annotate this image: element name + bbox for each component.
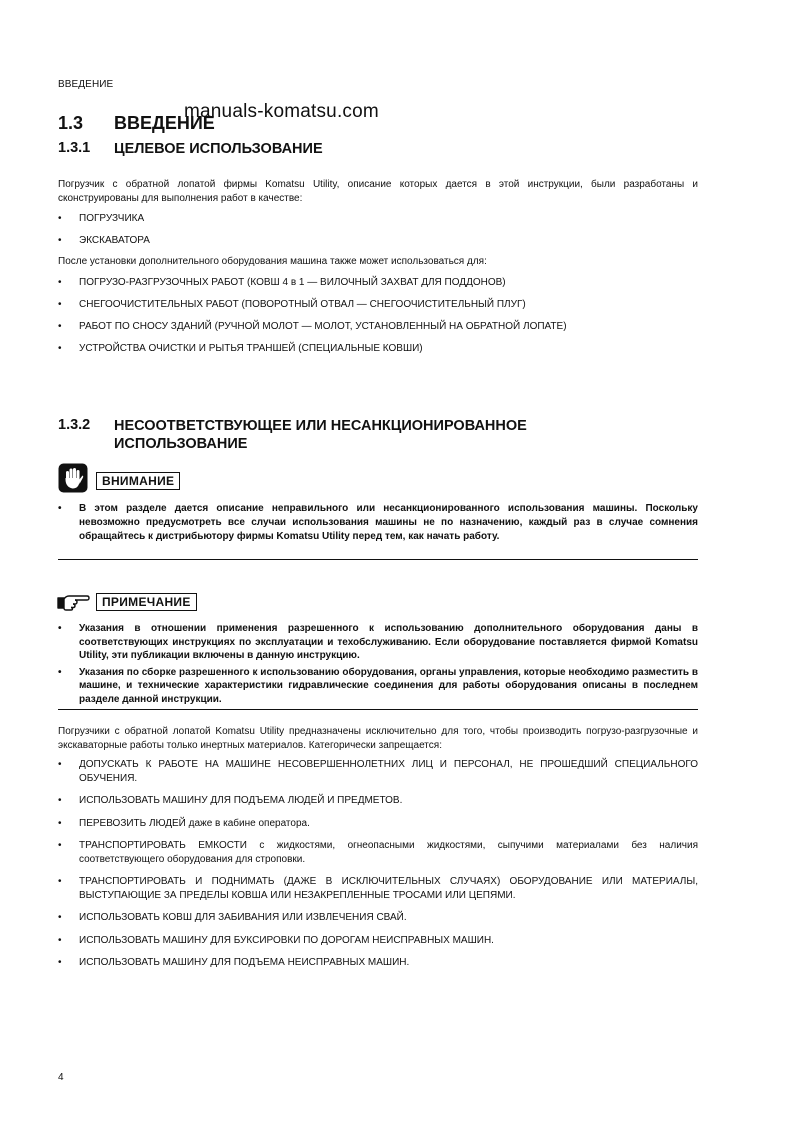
subsection-heading-2 [58,417,698,453]
list-item: • ИСПОЛЬЗОВАТЬ МАШИНУ ДЛЯ БУКСИРОВКИ ПО ДОРОГАМ НЕИСПРАВНЫХ МАШИН. [58,934,698,948]
section-number: 1.3 [58,113,84,133]
list-item: • РАБОТ ПО СНОСУ ЗДАНИЙ (РУЧНОЙ МОЛОТ — МОЛОТ, УСТАНОВЛЕННЫЙ НА ОБРАТНОЙ ЛОПАТЕ) [58,320,698,334]
page-number: 4 [58,1072,64,1083]
note-label: ПРИМЕЧАНИЕ [96,593,197,611]
section-title: ВВЕДЕНИЕ [114,113,215,133]
optional-uses-list [58,276,698,356]
list-item: • ИСПОЛЬЗОВАТЬ МАШИНУ ДЛЯ ПОДЪЕМА НЕИСПРАВНЫХ МАШИН. [58,956,698,970]
watermark: manuals-komatsu.com [184,101,379,122]
note-item: • Указания по сборке разрешенного к использованию оборудования, органы управления, которые необходимо разместить в машине, и технические характеристики гидравлические соединения для работы оборудования описаны в последнем разделе данной инструкции. [58,666,698,707]
list-item: • ЭКСКАВАТОРА [58,234,698,248]
list-item: • ИСПОЛЬЗОВАТЬ КОВШ ДЛЯ ЗАБИВАНИЯ ИЛИ ИЗВЛЕЧЕНИЯ СВАЙ. [58,911,698,925]
running-header: ВВЕДЕНИЕ [58,79,114,90]
list-item: • ИСПОЛЬЗОВАТЬ МАШИНУ ДЛЯ ПОДЪЕМА ЛЮДЕЙ И ПРЕДМЕТОВ. [58,794,698,808]
list-item: • ПЕРЕВОЗИТЬ ЛЮДЕЙ даже в кабине оператора. [58,817,698,831]
optional-equipment-intro: После установки дополнительного оборудования машина также может использоваться для: [58,256,487,267]
list-item: • ДОПУСКАТЬ К РАБОТЕ НА МАШИНЕ НЕСОВЕРШЕННОЛЕТНИХ ЛИЦ И ПЕРСОНАЛ, НЕ ПРОШЕДШИЙ СПЕЦИАЛЬНОГО ОБУЧЕНИЯ. [58,758,698,785]
intended-uses-list [58,212,698,247]
subsection-title-1: ЦЕЛЕВОЕ ИСПОЛЬЗОВАНИЕ [114,141,323,157]
list-item: • ТРАНСПОРТИРОВАТЬ И ПОДНИМАТЬ (ДАЖЕ В ИСКЛЮЧИТЕЛЬНЫХ СЛУЧАЯХ) ОБОРУДОВАНИЕ ИЛИ МАТЕРИАЛЫ, ВЫСТУПАЮЩИЕ ЗА ПРЕДЕЛЫ КОВША ИЛИ НЕЗАКРЕПЛЕННЫЕ ТРОСАМИ ИЛИ ЦЕПЯМИ. [58,875,698,902]
pointing-hand-icon [56,593,90,611]
note-item: • Указания в отношении применения разрешенного к использованию дополнительного оборудования даны в соответствующих инструкциях по эксплуатации и техобслуживанию. Если оборудование поставляется фирмой Komatsu Utility, эти публикации включены в данную инструкцию. [58,622,698,663]
list-item: • СНЕГООЧИСТИТЕЛЬНЫХ РАБОТ (ПОВОРОТНЫЙ ОТВАЛ — СНЕГООЧИСТИТЕЛЬНЫЙ ПЛУГ) [58,298,698,312]
subsection-title-2-line2: ИСПОЛЬЗОВАНИЕ [114,436,248,452]
subsection-number-1: 1.3.1 [58,140,91,156]
prohibited-uses-intro: Погрузчики с обратной лопатой Komatsu Utility предназначены исключительно для того, чтобы производить погрузо-разгрузочные и экскаваторные работы только инертных материалов. Категорически запрещается: [58,726,698,751]
list-item: • ПОГРУЗЧИКА [58,212,698,226]
warning-divider [58,559,698,560]
prohibited-uses-list [58,758,698,970]
section-heading [58,113,215,134]
subsection-heading-1 [58,140,698,158]
subsection-title-2-line1: НЕСООТВЕТСТВУЮЩЕЕ ИЛИ НЕСАНКЦИОНИРОВАННОЕ [114,418,527,434]
warning-list [58,502,698,543]
warning-label: ВНИМАНИЕ [96,472,180,490]
note-list [58,622,698,706]
list-item: • ТРАНСПОРТИРОВАТЬ ЕМКОСТИ с жидкостями, огнеопасными жидкостями, сыпучими материалами без наличия соответствующего оборудования для строповки. [58,839,698,866]
note-divider [58,709,698,710]
warning-text: • В этом разделе дается описание неправильного или несанкционированного использования машины. Поскольку невозможно предусмотреть все случаи использования машины не по назначению, каждый раз в случае сомнения обращайтесь к дистрибьютору фирмы Komatsu Utility перед тем, как начать работу. [58,502,698,543]
subsection-number-2: 1.3.2 [58,417,91,433]
intended-use-intro: Погрузчик с обратной лопатой фирмы Komatsu Utility, описание которых дается в этой инструкции, были разработаны и сконструированы для выполнения работ в качестве: [58,179,698,204]
list-item: • ПОГРУЗО-РАЗГРУЗОЧНЫХ РАБОТ (КОВШ 4 в 1 — ВИЛОЧНЫЙ ЗАХВАТ ДЛЯ ПОДДОНОВ) [58,276,698,290]
list-item: • УСТРОЙСТВА ОЧИСТКИ И РЫТЬЯ ТРАНШЕЙ (СПЕЦИАЛЬНЫЕ КОВШИ) [58,342,698,356]
stop-hand-icon [58,463,88,493]
